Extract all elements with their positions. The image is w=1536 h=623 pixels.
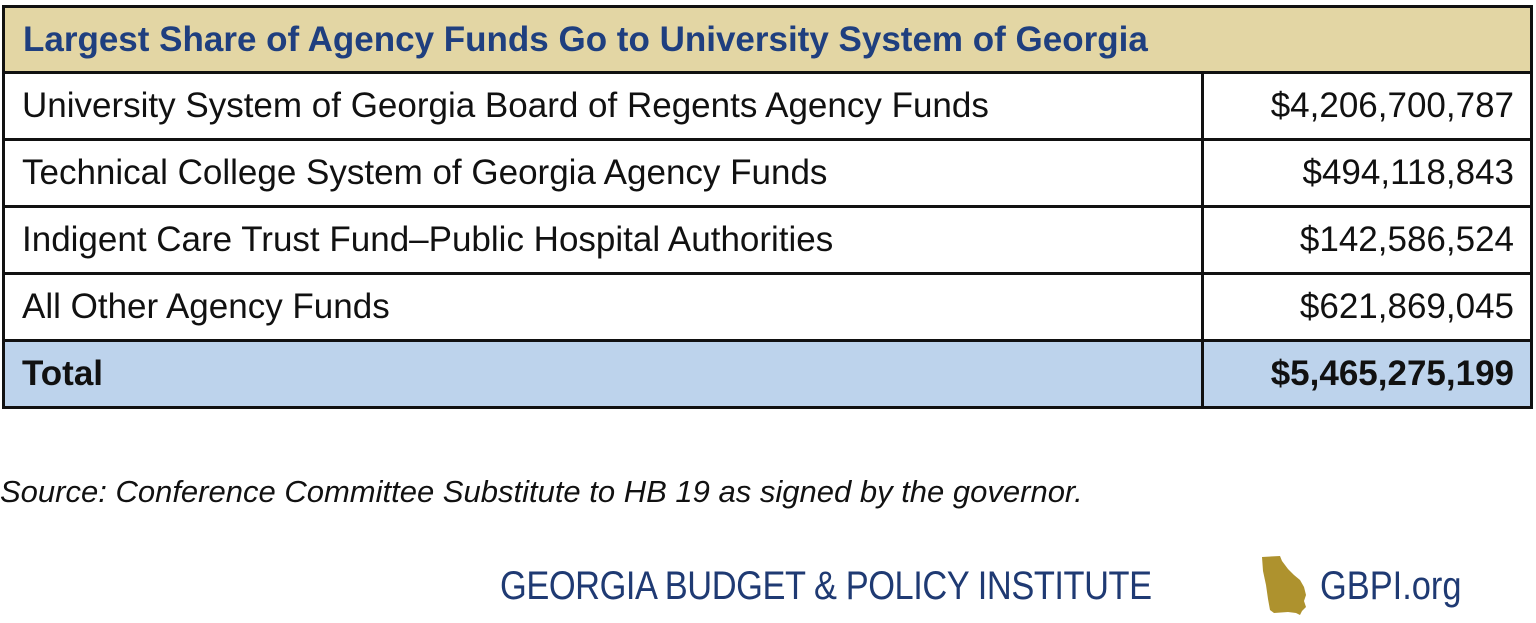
georgia-state-map-icon bbox=[1260, 555, 1312, 617]
row-value: $4,206,700,787 bbox=[1203, 73, 1532, 140]
agency-funds-table-container bbox=[2, 5, 1530, 409]
total-label: Total bbox=[4, 341, 1203, 408]
row-value: $621,869,045 bbox=[1203, 274, 1532, 341]
organization-url: GBPI.org bbox=[1320, 563, 1462, 608]
row-label: Technical College System of Georgia Agency Funds bbox=[4, 140, 1203, 207]
table-title: Largest Share of Agency Funds Go to University System of Georgia bbox=[4, 7, 1532, 73]
row-value: $494,118,843 bbox=[1203, 140, 1532, 207]
table-row bbox=[4, 140, 1532, 207]
row-label: Indigent Care Trust Fund–Public Hospital Authorities bbox=[4, 207, 1203, 274]
source-note: Source: Conference Committee Substitute to HB 19 as signed by the governor. bbox=[0, 474, 1083, 509]
table-row bbox=[4, 207, 1532, 274]
table-row bbox=[4, 73, 1532, 140]
table-row bbox=[4, 274, 1532, 341]
branding-footer bbox=[500, 556, 1485, 616]
agency-funds-table bbox=[2, 5, 1533, 409]
table-title-row bbox=[4, 7, 1532, 73]
organization-name: GEORGIA BUDGET & POLICY INSTITUTE bbox=[500, 563, 1152, 608]
row-label: All Other Agency Funds bbox=[4, 274, 1203, 341]
row-label: University System of Georgia Board of Regents Agency Funds bbox=[4, 73, 1203, 140]
row-value: $142,586,524 bbox=[1203, 207, 1532, 274]
total-value: $5,465,275,199 bbox=[1203, 341, 1532, 408]
total-row bbox=[4, 341, 1532, 408]
